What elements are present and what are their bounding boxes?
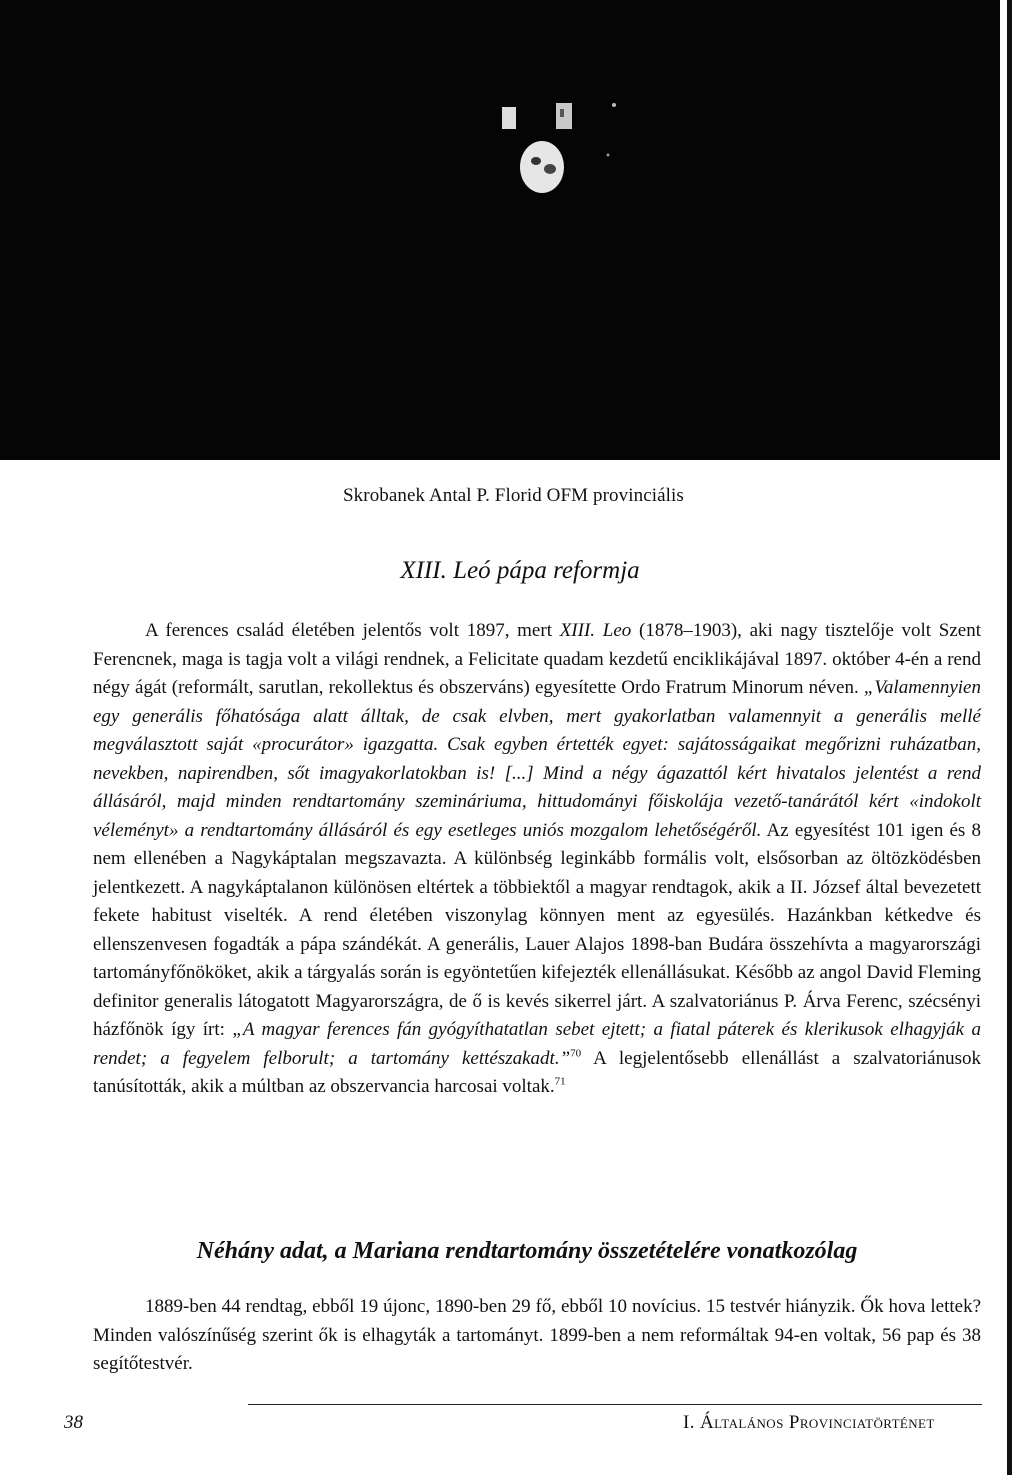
page-number: 38 xyxy=(64,1412,83,1433)
text-run: Az egyesítést 101 igen és 8 nem ellenében a Nagykáptalan megszavazta. A különbség leginkább formális volt, elsősorban az öltözködésben jelentkezett. A nagykáptalanon különösen eltértek a többiektől a magyar rendtagok, akik a II. József által bevezetett fekete habitust viselték. A rend életében viszonylag könnyen ment az egyesülés. Hazánkban kétkedve és ellenszenvesen fogadták a pápa szándékát. A generális, Lauer Alajos 1898-ban Budára összehívta a magyarországi tartományfőnököket, akik a tárgyalás során is egyöntetűen kifejezték ellenállásukat. Később az angol David Fleming definitor generalis látogatott Magyarországra, de ő is kevés sikerrel járt. A szalvatoriánus P. Árva Ferenc, szécsényi házfőnök így írt: xyxy=(93,819,981,1040)
photo-highlight xyxy=(490,95,640,195)
footnote-ref: 71 xyxy=(554,1075,566,1088)
footnote-ref: 70 xyxy=(570,1047,582,1060)
photograph xyxy=(0,0,1000,460)
italic-run: „Valamennyien egy generális főhatósága alatt álltak, de csak elvben, mert gyakorlatban valamennyit a generális mellé megválasztott saját «procurátor» igazgatta. Csak egyben értették egyet: sajátosságaikat megőrizni ruházatban, nevekben, napirendben, sőt imagyakorlatokban is! [...] Mind a négy ágazattól kért hivatalos jelentést a rend állásáról, majd minden rendtartomány szemináriuma, hittudományi főiskolája vezető-tanárától kért «indokolt véleményt» a rendtartomány állásáról és egy esetleges uniós mozgalom lehetőségéről. xyxy=(93,677,981,841)
text-run: A ferences család életében jelentős volt 1897, mert xyxy=(145,620,560,641)
section-title-mariana: Néhány adat, a Mariana rendtartomány összetételére vonatkozólag xyxy=(196,1238,858,1264)
text-run: (1878–1903), aki nagy tisztelője volt Szent Ferencnek, maga is tagja volt a világi rendnek, a Felicitate quadam kezdetű enciklikájával 1897. október 4-én a rend négy ágát (reformált, sarutlan, rekollektus és obszerváns) egyesítette Ordo Fratrum Minorum néven. xyxy=(93,620,981,698)
running-head: I. Általános Provinciatörténet xyxy=(683,1412,935,1433)
section-title-reform: XIII. Leó pápa reformja xyxy=(400,557,640,584)
photo-caption: Skrobanek Antal P. Florid OFM provinciális xyxy=(343,485,684,506)
body-paragraph-reform xyxy=(93,617,981,1102)
italic-run: „A magyar ferences fán gyógyíthatatlan sebet ejtett; a fiatal páterek és klerikusok elhagyják a rendet; a fegyelem felborult; a tartomány kettészakadt.” xyxy=(93,1019,981,1069)
italic-run: XIII. Leo xyxy=(559,620,632,641)
text-run: A legjelentősebb ellenállást a szalvatoriánusok tanúsították, akik a múltban az obszervancia harcosai voltak. xyxy=(93,1047,981,1097)
footer-rule xyxy=(248,1404,982,1405)
body-paragraph-mariana: 1889-ben 44 rendtag, ebből 19 újonc, 1890-ben 29 fő, ebből 10 novícius. 15 testvér hiányzik. Ők hova lettek? Minden valószínűség szerint ők is elhagyták a tartományt. 1899-ben a nem reformáltak 94-en voltak, 56 pap és 38 segítőtestvér. xyxy=(93,1296,981,1374)
